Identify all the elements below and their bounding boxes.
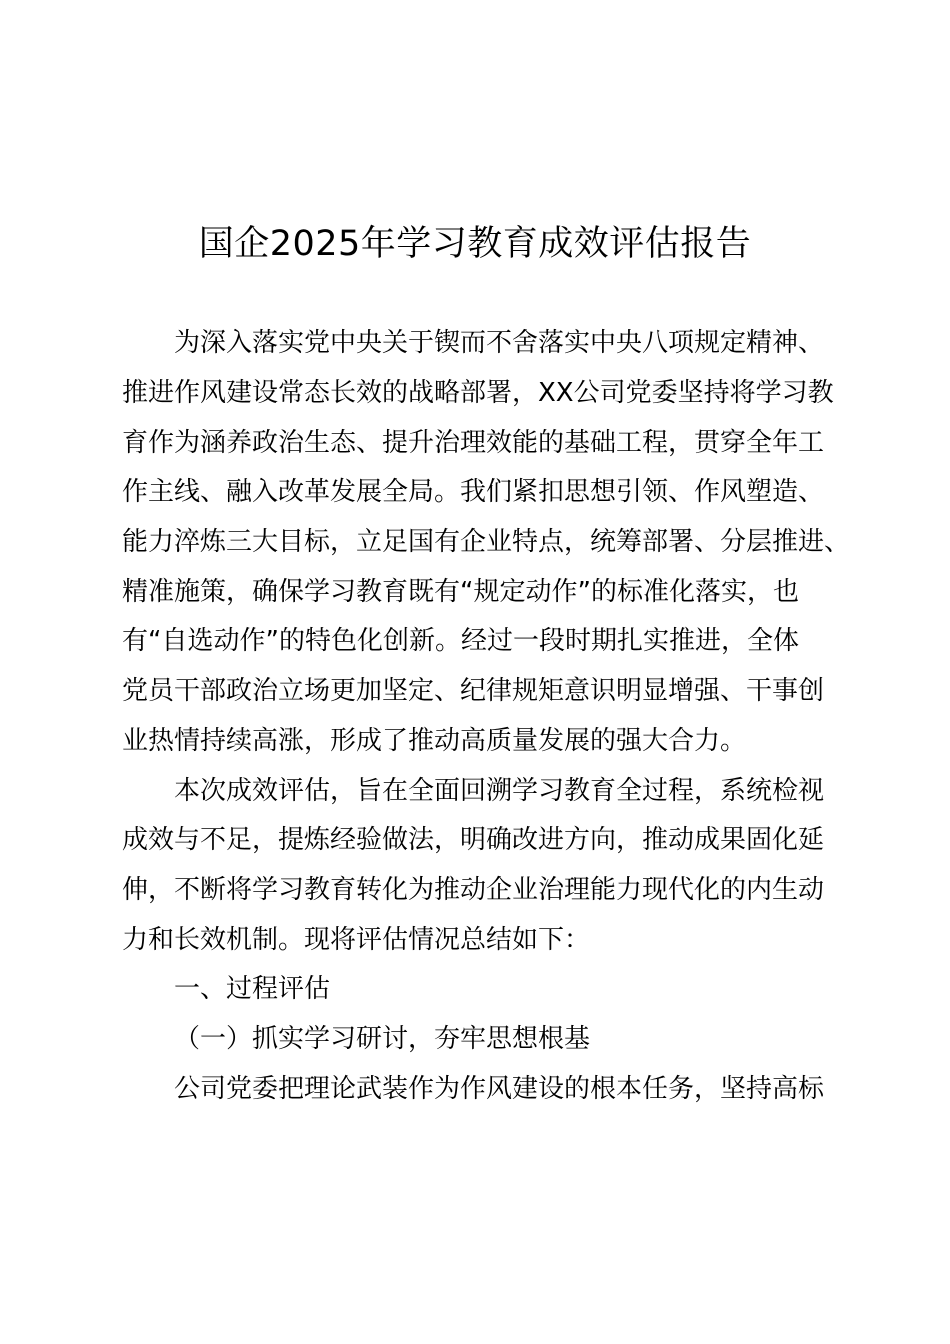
paragraph-line: 有“自选动作”的特色化创新。经过一段时期扎实推进，全体 [122,626,799,656]
paragraph-line: 公司党委把理论武装作为作风建设的根本任务，坚持高标 [174,1074,825,1104]
paragraph-line: 力和长效机制。现将评估情况总结如下： [122,925,591,955]
paragraph-line: 本次成效评估，旨在全面回溯学习教育全过程，系统检视 [174,776,825,806]
paragraph-line: 能力淬炼三大目标，立足国有企业特点，统筹部署、分层推进、 [122,527,851,557]
paragraph-line: 党员干部政治立场更加坚定、纪律规矩意识明显增强、干事创 [122,676,825,706]
paragraph-line: 作主线、融入改革发展全局。我们紧扣思想引领、作风塑造、 [122,477,825,507]
paragraph-line: 推进作风建设常态长效的战略部署，XX公司党委坚持将学习教 [122,378,834,408]
section-heading: 一、过程评估 [174,974,331,1004]
paragraph-line: 伸，不断将学习教育转化为推动企业治理能力现代化的内生动 [122,875,825,905]
paragraph-line: 成效与不足，提炼经验做法，明确改进方向，推动成果固化延 [122,825,825,855]
subsection-heading: （一）抓实学习研讨，夯牢思想根基 [174,1024,591,1054]
paragraph-line: 为深入落实党中央关于锲而不舍落实中央八项规定精神、 [174,328,825,358]
paragraph-line: 业热情持续高涨，形成了推动高质量发展的强大合力。 [122,726,747,756]
document-title: 国企2025年学习教育成效评估报告 [198,224,752,264]
paragraph-line: 精准施策，确保学习教育既有“规定动作”的标准化落实，也 [122,577,799,607]
paragraph-line: 育作为涵养政治生态、提升治理效能的基础工程，贯穿全年工 [122,428,825,458]
